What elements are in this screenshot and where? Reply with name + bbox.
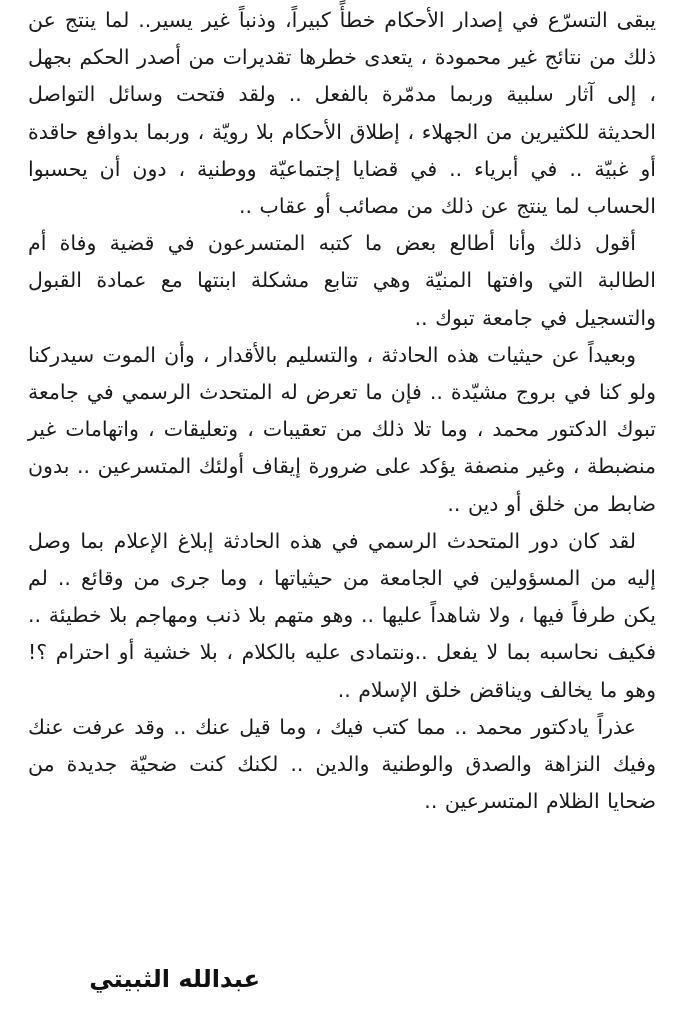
paragraph-2: أقول ذلك وأنا أطالع بعض ما كتبه المتسرعون في قضية وفاة أم الطالبة التي وافتها المنيّة وهي تتابع مشكلة ابنتها مع عمادة القبول والتسجيل في جامعة تبوك .. bbox=[28, 231, 656, 330]
paragraph-3: وبعيداً عن حيثيات هذه الحادثة ، والتسليم بالأقدار ، وأن الموت سيدركنا ولو كنا في بروج مشيّدة .. فإن ما تعرض له المتحدث الرسمي في جامعة تبوك الدكتور محمد ، وما تلا ذلك من تعقيبات ، وتعليقات ، واتهامات غير منضبطة ، وغير منصفة يؤكد على ضرورة إيقاف أولئك المتسرعين .. بدون ضابط من خلق أو دين .. bbox=[28, 342, 656, 516]
article-body bbox=[28, 2, 656, 820]
paragraph-5: عذراً يادكتور محمد .. مما كتب فيك ، وما قيل عنك .. وقد عرفت عنك وفيك النزاهة والصدق والوطنية والدين .. لكنك كنت ضحيّة جديدة من ضحايا الظلام المتسرعين .. bbox=[28, 714, 656, 814]
paragraph-1: يبقى التسرّع في إصدار الأحكام خطأً كبيراً، وذنباً غير يسير.. لما ينتج عن ذلك من نتائج غير محمودة ، يتعدى خطرها تقديرات من أصدر الحكم بجهل ، إلى آثار سلبية وربما مدمّرة بالفعل .. ولقد فتحت وسائل التواصل الحديثة للكثيرين من الجهلاء ، إطلاق الأحكام بلا رويّة ، وربما بدوافع حاقدة أو غبيّة .. في أبرياء .. في قضايا إجتماعيّة ووطنية ، دون أن يحسبوا الحساب لما ينتج عن ذلك من مصائب أو عقاب .. bbox=[28, 8, 656, 219]
paragraph-4: لقد كان دور المتحدث الرسمي في هذه الحادثة إبلاغ الإعلام بما وصل إليه من المسؤولين في الجامعة من حيثياتها ، وما جرى من وقائع .. لم يكن طرفاً فيها ، ولا شاهداً عليها .. وهو متهم بلا ذنب ومهاجم بلا خطيئة .. فكيف نحاسبه بما لا يفعل ..ونتمادى عليه بالكلام ، بلا خشية أو احترام ؟! وهو ما يخالف ويناقض خلق الإسلام .. bbox=[28, 528, 656, 702]
author-signature: عبدالله الثبيتي bbox=[89, 965, 260, 993]
